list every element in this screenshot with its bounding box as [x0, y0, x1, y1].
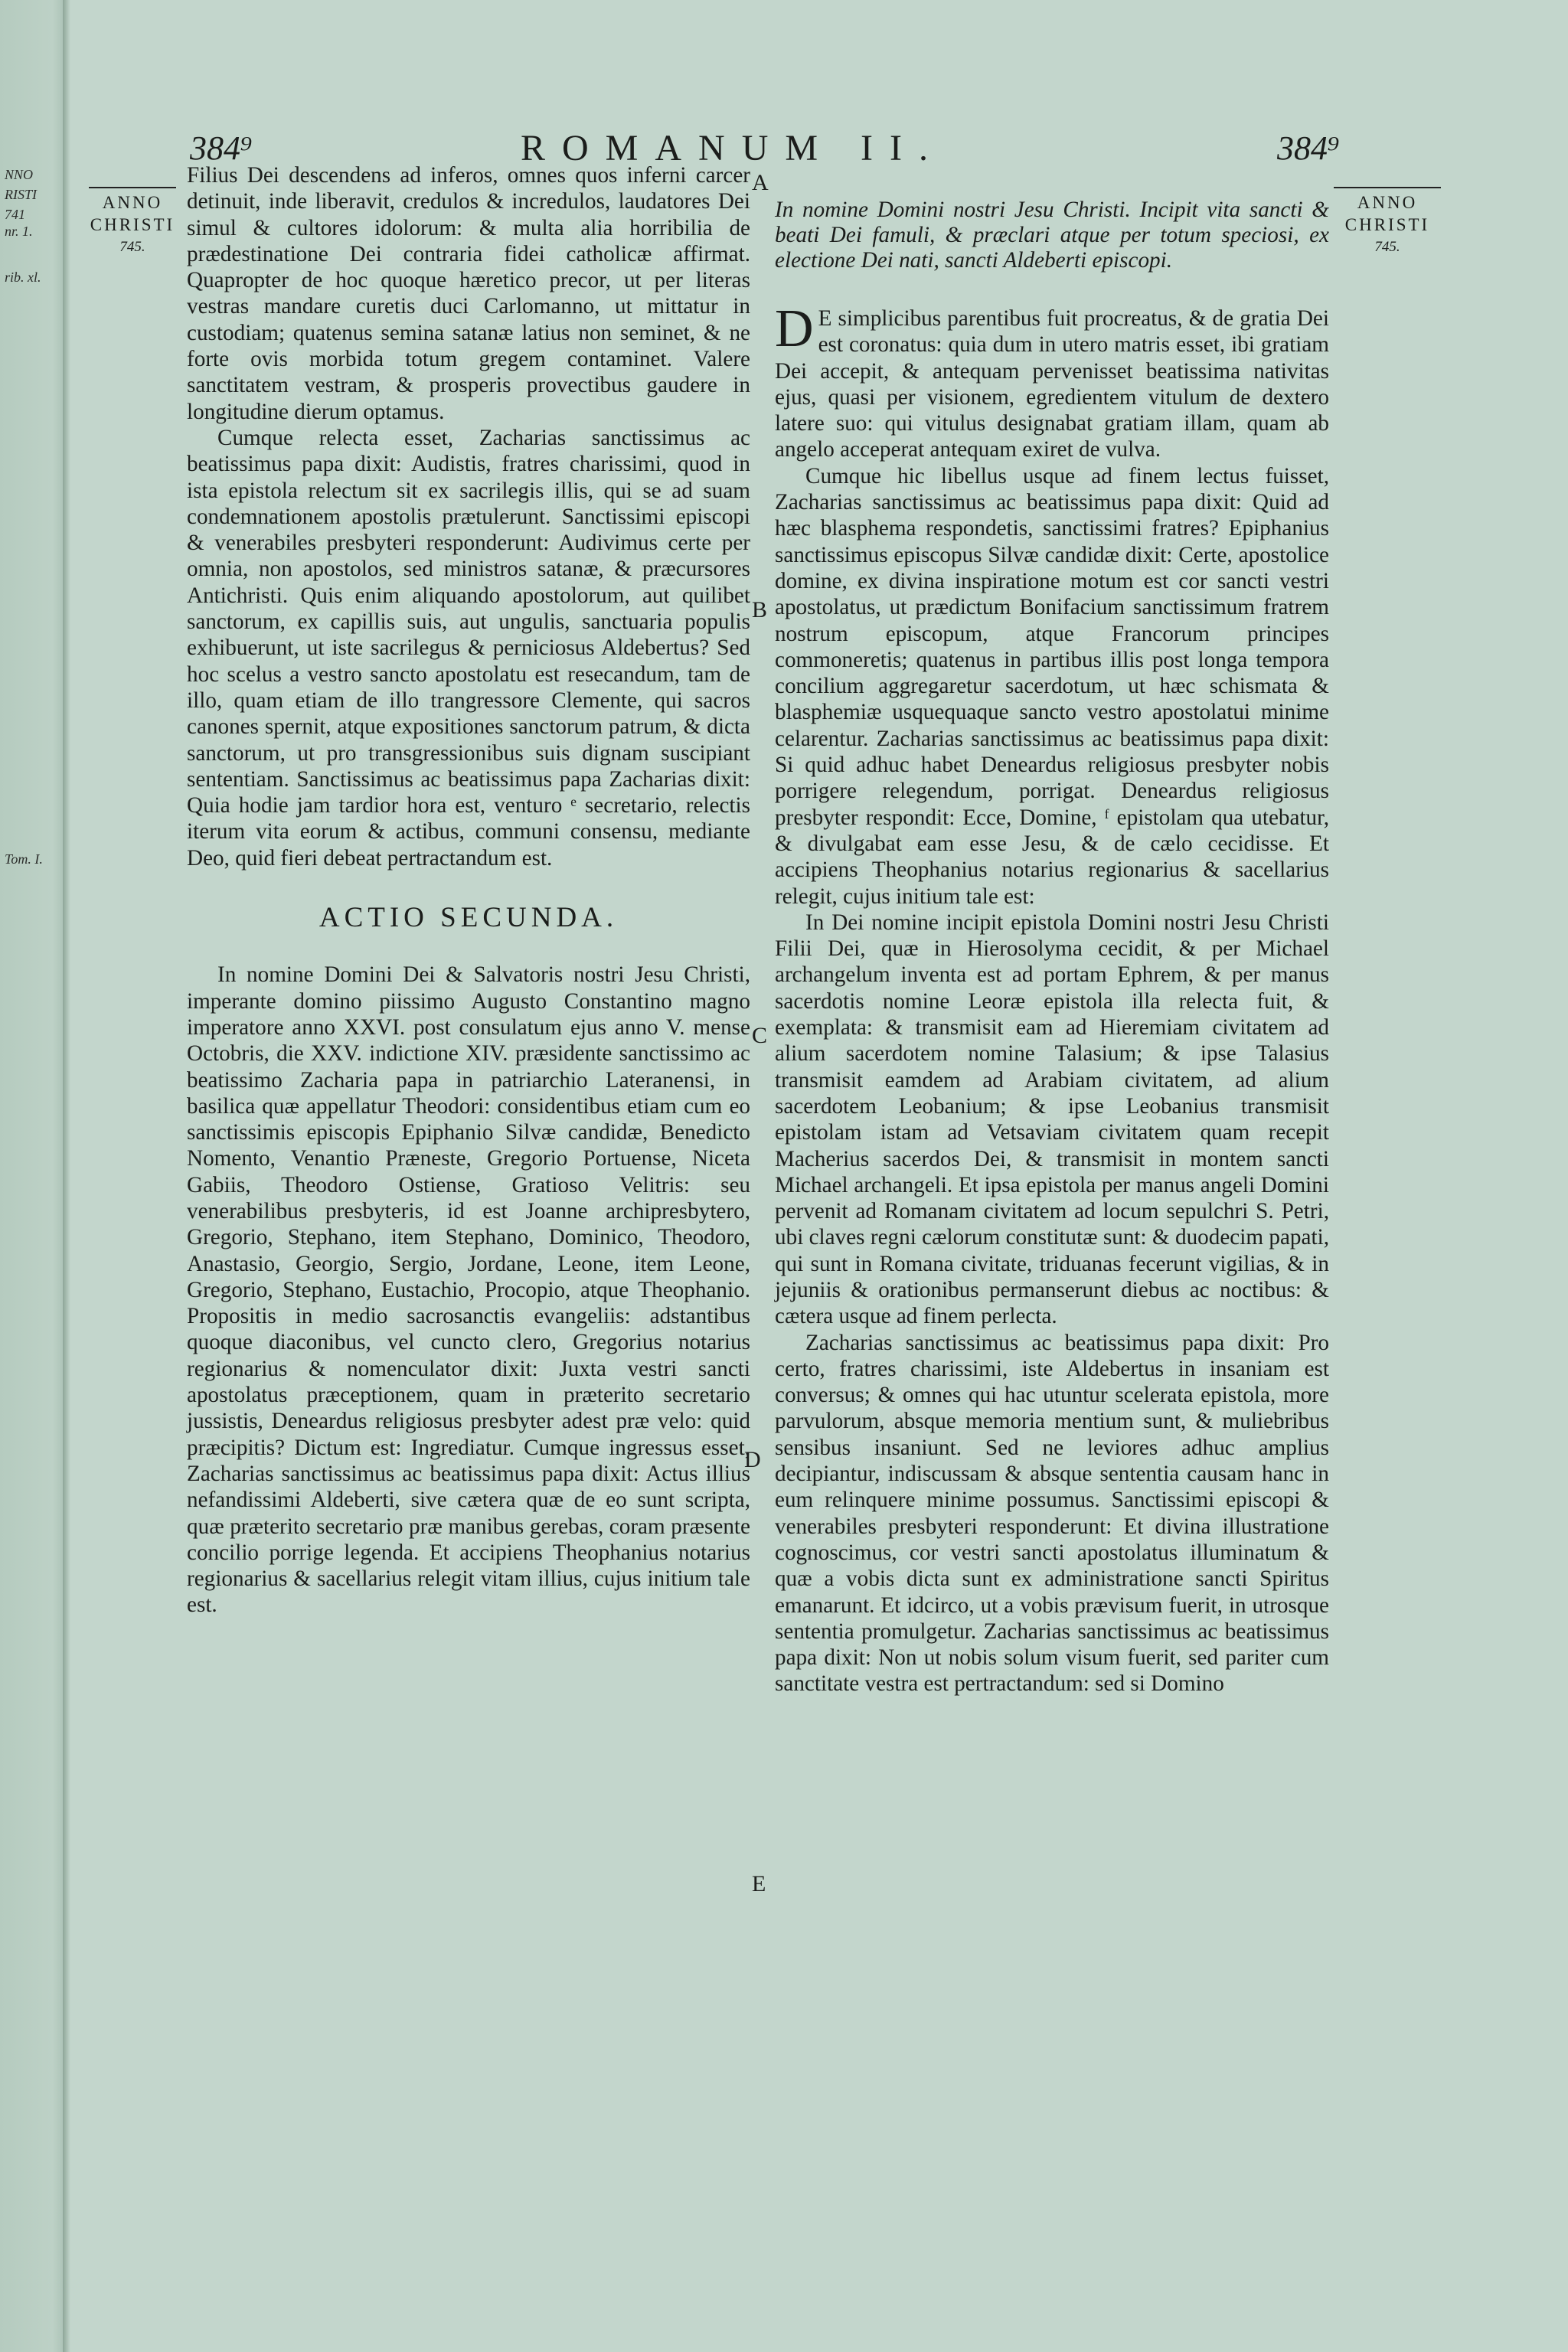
right-column [775, 198, 1329, 1697]
left-column [187, 162, 750, 1619]
gutter-shadow [63, 0, 70, 2352]
prev-edge-text: nr. 1. [5, 224, 33, 239]
side-note-anno: ANNO [102, 193, 163, 212]
side-note-anno: ANNO [1357, 193, 1418, 212]
margin-letter-c: C [752, 1023, 768, 1048]
paragraph: Cumque hic libellus usque ad finem lectus fuisset, Zacharias sanctissimus ac beatissimus papa dixit: Quid ad hæc blasphema respondetis, sanctissimi fratres? Epiphanius sanctissimus episcopus Silvæ candidæ dixit: Certe, apostolice domine, ex divina inspiratione motum est cor sancti vestri apostolatus, ut prædictum Bonifacium sanctissimum fratrem nostrum episcopum, atque Francorum principes commoneretis; quatenus in partibus illis post longa tempora concilium aggregaretur sacerdotum, ut hæc schismata & blasphemiæ usquequaque sancto vestro apostolatui minime celarentur. Zacharias sanctissimus ac beatissimus papa dixit: Si quid adhuc habet Deneardus religiosus presbyter nobis porrigere relegendum, porrigat. Deneardus religiosus presbyter respondit: Ecce, Domine, ᶠ epistolam qua utebatur, & divulgabat eam esse Jesu, & de cælo cecidisse. Et accipiens Theophanius notarius regionarius & sacellarius relegit, cujus initium tale est: [775, 463, 1329, 909]
page-number-left: 384⁹ [190, 129, 253, 167]
margin-letter-d: D [744, 1447, 761, 1472]
paragraph: In nomine Domini Dei & Salvatoris nostri Jesu Christi, imperante domino piissimo Augusto Constantino magno imperatore anno XXVI. post consulatum ejus anno V. mense Octobris, die XXV. indictione XIV. præsidente sanctissimo ac beatissimo Zacharia papa in patriarchio Lateranensi, in basilica quæ appellatur Theodori: considentibus etiam cum eo sanctissimis episcopis Epiphanio Silvæ candidæ, Benedicto Nomento, Venantio Præneste, Gregorio Portuense, Niceta Gabiis, Theodoro Ostiense, Gratioso Velitris: seu venerabilibus presbyteris, id est Joanne archipresbytero, Gregorio, Stephano, item Stephano, Dominico, Theodoro, Anastasio, Georgio, Sergio, Jordane, Leone, item Leone, Gregorio, Stephano, Eustachio, Procopio, atque Theophanio. Propositis in medio sacrosanctis evangeliis: adstantibus quoque diaconibus, vel cuncto clero, Gregorius notarius regionarius & nomenculator dixit: Juxta vestri sancti apostolatus præceptionem, quam in præterito secretario jussistis, Deneardus religiosus presbyter adest præ velo: quid præcipitis? Dictum est: Ingrediatur. Cumque ingressus esset, Zacharias sanctissimus ac beatissimus papa dixit: Actus illius nefandissimi Aldeberti, sive cætera quæ de eo sunt scripta, quæ præterito secretario præ manibus gerebas, coram præsente concilio porrige legenda. Et accipiens Theophanius notarius regionarius & sacellarius relegit vitam illius, cujus initium tale est. [187, 962, 750, 1618]
paragraph-text: E simplicibus parentibus fuit procreatus, & de gratia Dei est coronatus: quia dum in utero matris esset, ibi gratiam Dei accepit, & antequam pervenisset beatissima nativitas ejus, quasi per visionem, egredientem vitulum de dextero latere suo: qui vitulus designabat gratiam illam, quam ab angelo acceperat antequam exiret de vulva. [775, 306, 1329, 462]
paragraph: Filius Dei descendens ad inferos, omnes quos inferni carcer detinuit, inde liberavit, credulos & incredulos, laudatores Dei simul & cultores idolorum: & multa alia horribilia de prædestinatione Dei contraria fidei catholicæ affirmat. Quapropter de hoc quoque hæretico precor, ut per literas vestras mandare curetis duci Carlomanno, ut mittatur in custodiam; quatenus semina satanæ latius non seminet, & ne forte ovis morbida totum gregem contaminet. Valere sanctitatem vestram, & prosperis provectibus gaudere in longitudine dierum optamus. [187, 163, 750, 424]
margin-letter-b: B [752, 597, 768, 622]
paragraph: Cumque relecta esset, Zacharias sanctissimus ac beatissimus papa dixit: Audistis, fratres charissimi, quod in ista epistola relectum sit ex sacrilegis illis, qui se ad suam condemnationem apostolis prætulerunt. Sanctissimi episcopi & venerabiles presbyteri responderunt: Audivimus certe per omnia, non apostolos, sed ministros satanæ, & præcursores Antichristi. Quis enim aliquando apostolorum, aut quilibet sanctorum, ex capillis suis, aut ungulis, sanctuaria populis exhibuerunt, ut iste sacrilegus & perniciosus Aldebertus? Sed hoc scelus a vestro sancto apostolatu est resecandum, tam de illo, quam etiam de illo trangressore Clemente, qui sacros canones spernit, atque expositiones sanctorum patrum, & dicta sanctorum, ut pro transgressionibus suis dignam suscipiant sententiam. Sanctissimus ac beatissimus papa Zacharias dixit: Quia hodie jam tardior hora est, venturo ᵉ secretario, relectis iterum vita eorum & actibus, communi consensu, mediante Deo, quid fieri debeat pertractandum est. [187, 425, 750, 871]
side-note-year: 745. [119, 239, 145, 255]
prev-edge-text: rib. xl. [5, 270, 41, 285]
page-number-right: 384⁹ [1277, 129, 1340, 167]
paragraph [775, 299, 1329, 463]
section-heading: ACTIO SECUNDA. [318, 902, 619, 934]
side-note-right [1334, 187, 1441, 258]
margin-letter-e: E [752, 1871, 766, 1896]
drop-cap: D [775, 299, 814, 358]
prev-edge-text: RISTI [5, 187, 37, 202]
paragraph: In Dei nomine incipit epistola Domini nostri Jesu Christi Filii Dei, quæ in Hierosolyma cecidit, & per Michael archangelum inventa est ad portam Ephrem, & per manus sacerdotis nomine Leoræ epistola illa relecta fuit, & exemplata: & transmisit eam ad Hieremiam civitatem ad alium sacerdotem nomine Talasium; & ipse Talasius transmisit eamdem ad Arabiam civitatem, ad alium sacerdotem Leobanium; & ipse Leobanius transmisit epistolam istam ad Vetsaviam civitatem quam recepit Macherius sacerdos Dei, & transmisit in montem sancti Michael archangeli. Et ipsa epistola per manus angeli Domini pervenit ad Romanam civitatem ad locum sepulchri S. Petri, ubi claves regni cælorum constitutæ sunt: & duodecim papati, qui sunt in Romana civitate, triduanas fecerunt vigilias, & in jejuniis & orationibus permanserunt diebus ac noctibus: & cætera usque ad finem perlecta. [775, 910, 1329, 1329]
prev-edge-text: Tom. I. [5, 851, 43, 867]
margin-letter-a: A [752, 170, 769, 195]
prev-edge-text: NNO [5, 167, 34, 182]
running-title: ROMANUM II. [521, 128, 945, 168]
prev-edge-text: 741 [5, 207, 25, 222]
side-note-rule [1334, 187, 1441, 188]
vita-title: In nomine Domini nostri Jesu Christi. Incipit vita sancti & beati Dei famuli, & præclari atque per totum speciosi, ex electione Dei nati, sancti Aldeberti episcopi. [775, 198, 1329, 273]
side-note-year: 745. [1374, 239, 1400, 255]
side-note-christi: CHRISTI [1344, 215, 1430, 234]
side-note-rule [89, 187, 176, 188]
side-note-christi: CHRISTI [90, 215, 175, 234]
side-note-left [89, 187, 176, 258]
paragraph: Zacharias sanctissimus ac beatissimus papa dixit: Pro certo, fratres charissimi, iste Aldebertus in insaniam est conversus; & omnes qui hac utuntur scelerata epistola, more parvulorum, absque memoria mentium sunt, & muliebribus sensibus insaniunt. Sed ne leviores adhuc amplius decipiantur, indiscussam & absque sententia causam hanc in eum relinquere minime possumus. Sanctissimi episcopi & venerabiles presbyteri responderunt: Et divina illustratione cognoscimus, cor vestri sancti apostolatus illuminatum & quæ a vobis dicta sunt ex administratione sancti Spiritus emanarunt. Et idcirco, ut a vobis prævisum fuerit, in utrosque sententia promulgetur. Zacharias sanctissimus ac beatissimus papa dixit: Non ut nobis solum visum fuerit, sed pariter cum sanctitate vestra est pertractandum: sed si Domino [775, 1330, 1329, 1697]
previous-page-edge [0, 0, 66, 2352]
